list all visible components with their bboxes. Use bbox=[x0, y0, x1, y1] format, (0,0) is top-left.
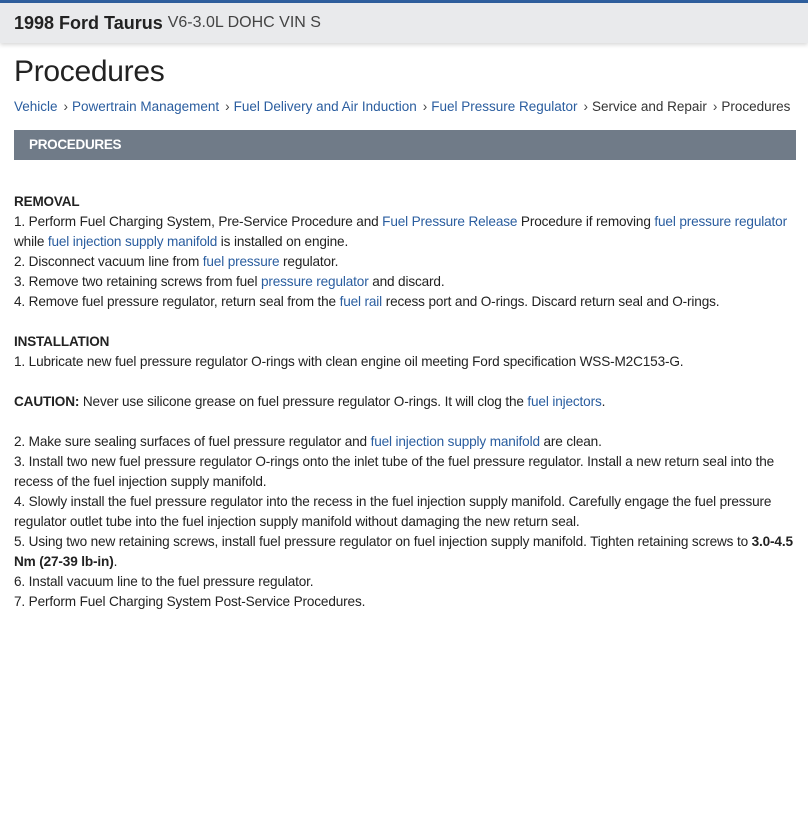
text: . bbox=[601, 394, 606, 409]
procedure-step bbox=[14, 212, 796, 252]
breadcrumb-item: Service and Repair bbox=[592, 99, 707, 114]
text: 3. Install two new fuel pressure regulator O-rings onto the inlet tube of the fuel pressure regulator. Install a new return seal into the recess of the fuel injection supply manifold. bbox=[14, 454, 775, 489]
breadcrumb-item: Procedures bbox=[721, 99, 791, 114]
text: 2. Disconnect vacuum line from bbox=[14, 254, 203, 269]
removal-steps bbox=[14, 212, 796, 312]
caution-note bbox=[14, 392, 796, 412]
installation-steps-continued bbox=[14, 432, 796, 612]
text: . bbox=[113, 554, 118, 569]
text: regulator. bbox=[279, 254, 339, 269]
page-title: Procedures bbox=[14, 55, 165, 88]
text: and discard. bbox=[368, 274, 445, 289]
vehicle-name: 1998 Ford Taurus bbox=[14, 12, 163, 33]
chevron-right-icon: › bbox=[225, 99, 230, 114]
procedure-content bbox=[14, 192, 796, 612]
text: are clean. bbox=[539, 434, 602, 449]
breadcrumb-item[interactable]: Fuel Delivery and Air Induction bbox=[233, 99, 417, 114]
inline-link[interactable]: fuel pressure bbox=[202, 254, 280, 269]
breadcrumb-item[interactable]: Powertrain Management bbox=[72, 99, 220, 114]
breadcrumb bbox=[14, 99, 808, 114]
text: Procedure if removing bbox=[517, 214, 655, 229]
text: 7. Perform Fuel Charging System Post-Service Procedures. bbox=[14, 594, 366, 609]
inline-link[interactable]: fuel injection supply manifold bbox=[370, 434, 540, 449]
bold-text: 3.0-4.5 Nm (27-39 lb-in) bbox=[14, 534, 793, 569]
text: 1. Perform Fuel Charging System, Pre-Service Procedure and bbox=[14, 214, 383, 229]
text: while bbox=[14, 234, 48, 249]
inline-link[interactable]: Fuel Pressure Release bbox=[382, 214, 518, 229]
text: 5. Using two new retaining screws, install fuel pressure regulator on fuel injection supply manifold. Tighten retaining screws to bbox=[14, 534, 752, 549]
procedure-step bbox=[14, 432, 796, 452]
procedure-step bbox=[14, 292, 796, 312]
procedure-step bbox=[14, 452, 796, 492]
procedure-step bbox=[14, 352, 796, 372]
engine-spec: V6-3.0L DOHC VIN S bbox=[167, 14, 321, 31]
text: 3. Remove two retaining screws from fuel bbox=[14, 274, 261, 289]
installation-steps bbox=[14, 352, 796, 372]
section-bar: PROCEDURES bbox=[14, 130, 796, 160]
bold-text: CAUTION: bbox=[14, 394, 80, 409]
inline-link[interactable]: fuel injection supply manifold bbox=[47, 234, 218, 249]
procedure-step bbox=[14, 572, 796, 592]
vehicle-header bbox=[0, 3, 808, 43]
procedure-step bbox=[14, 272, 796, 292]
text: 2. Make sure sealing surfaces of fuel pressure regulator and bbox=[14, 434, 371, 449]
text: recess port and O-rings. Discard return seal and O-rings. bbox=[382, 294, 720, 309]
chevron-right-icon: › bbox=[422, 99, 428, 114]
procedure-step bbox=[14, 532, 796, 572]
procedure-step bbox=[14, 492, 796, 532]
inline-link[interactable]: fuel rail bbox=[339, 294, 383, 309]
procedure-step bbox=[14, 252, 796, 272]
chevron-right-icon: › bbox=[63, 99, 69, 114]
text: Never use silicone grease on fuel pressure regulator O-rings. It will clog the bbox=[79, 394, 528, 409]
installation-heading: INSTALLATION bbox=[14, 334, 110, 349]
inline-link[interactable]: pressure regulator bbox=[260, 274, 369, 289]
chevron-right-icon: › bbox=[583, 99, 589, 114]
text: 6. Install vacuum line to the fuel pressure regulator. bbox=[14, 574, 314, 589]
text: 4. Slowly install the fuel pressure regulator into the recess in the fuel injection supply manifold. Carefully engage the fuel pressure regulator outlet tube into the fuel injection supply manifold without damaging the new return seal. bbox=[14, 494, 772, 529]
text: 4. Remove fuel pressure regulator, return seal from the bbox=[14, 294, 340, 309]
text: 1. Lubricate new fuel pressure regulator O-rings with clean engine oil meeting Ford specification WSS-M2C153-G. bbox=[14, 354, 684, 369]
procedure-step bbox=[14, 592, 796, 612]
breadcrumb-item[interactable]: Vehicle bbox=[14, 99, 58, 114]
chevron-right-icon: › bbox=[712, 99, 718, 114]
removal-heading: REMOVAL bbox=[14, 194, 80, 209]
inline-link[interactable]: fuel injectors bbox=[527, 394, 602, 409]
text: is installed on engine. bbox=[217, 234, 349, 249]
inline-link[interactable]: fuel pressure regulator bbox=[654, 214, 787, 229]
breadcrumb-item[interactable]: Fuel Pressure Regulator bbox=[431, 99, 578, 114]
